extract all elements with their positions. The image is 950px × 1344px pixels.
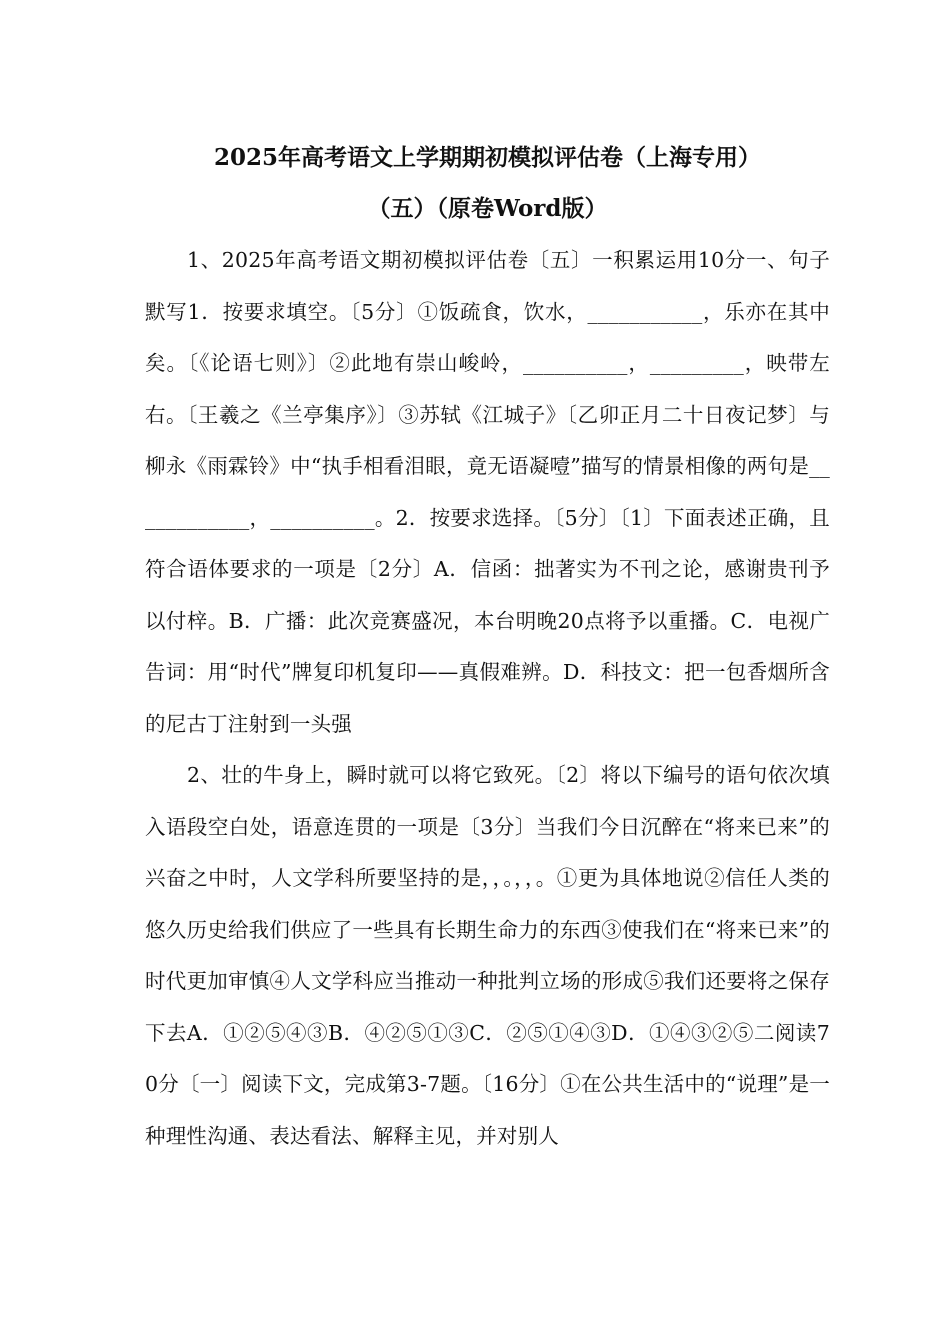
document-subtitle: （五）（原卷Word版） (367, 195, 608, 222)
document-title: 2025年高考语文上学期期初模拟评估卷（上海专用） (213, 144, 761, 171)
document-page (145, 132, 830, 1162)
body-paragraph-1: 1、2025年高考语文期初模拟评估卷〔五〕一积累运用10分一、句子默写1．按要求填空。〔5分〕①饭疏食，饮水，___________，乐亦在其中矣。〔《论语七则》〕②此地有崇山峻岭，__________，_________，映带左右。〔王羲之《兰亭集序》〕③苏轼《江城子》〔乙卯正月二十日夜记梦〕与柳永《雨霖铃》中“执手相看泪眼，竟无语凝噎”描写的情景相像的两句是____________，__________。2．按要求选择。〔5分〕〔1〕下面表述正确，且符合语体要求的一项是〔2分〕A．信函：拙著实为不刊之论，感谢贵刊予以付梓。B．广播：此次竞赛盛况，本台明晚20点将予以重播。C．电视广告词：用“时代”牌复印机复印——真假难辨。D．科技文：把一包香烟所含的尼古丁注射到一头强 (145, 248, 830, 736)
body-paragraph-2: 2、壮的牛身上，瞬时就可以将它致死。〔2〕将以下编号的语句依次填入语段空白处，语意连贯的一项是〔3分〕当我们今日沉醉在“将来已来”的兴奋之中时，人文学科所要坚持的是，，。，，。①更为具体地说②信任人类的悠久历史给我们供应了一些具有长期生命力的东西③使我们在“将来已来”的时代更加审慎④人文学科应当推动一种批判立场的形成⑤我们还要将之保存下去A．①②⑤④③B．④②⑤①③C．②⑤①④③D．①④③②⑤二阅读70分〔一〕阅读下文，完成第3-7题。〔16分〕①在公共生活中的“说理”是一种理性沟通、表达看法、解释主见，并对别人 (145, 763, 830, 1148)
